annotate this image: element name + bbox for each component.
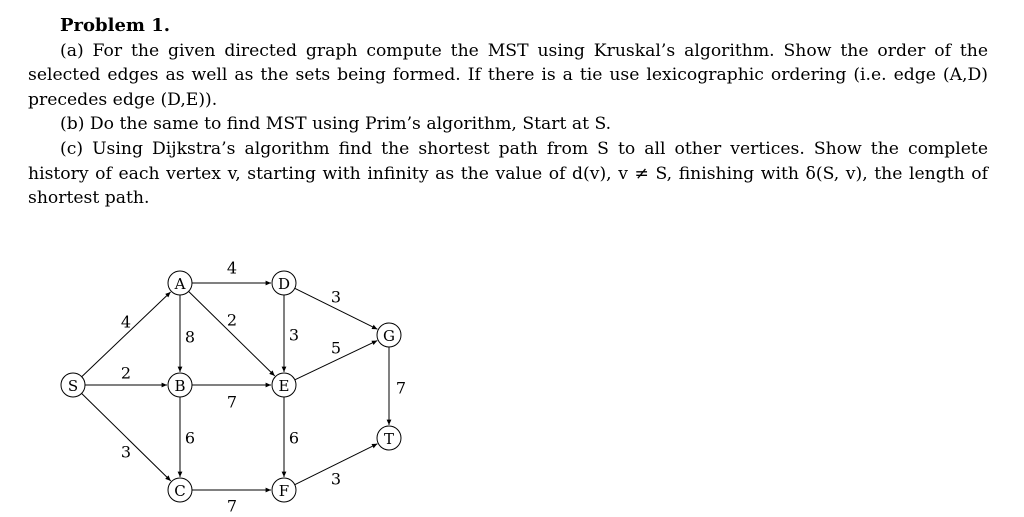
part-c-text: (c) Using Dijkstra’s algorithm find the shortest path from S to all other vertices. Show the complete history of each vertex v, starting with infinity as the value of d(v), v ≠ S, finishing with δ(S, v), the length of shortest path. <box>28 138 988 209</box>
graph-diagram <box>0 230 470 517</box>
node-label: F <box>278 482 290 500</box>
edge-weight-e-f: 6 <box>288 428 300 448</box>
edge-weight-s-c: 3 <box>120 442 132 462</box>
node-label: A <box>174 275 186 293</box>
node-label: D <box>277 275 291 293</box>
edge-weight-b-c: 6 <box>184 428 196 448</box>
edge-weight-s-a: 4 <box>120 312 132 332</box>
node-label: G <box>383 327 395 345</box>
edge-weight-a-e: 2 <box>226 310 238 330</box>
node-b <box>168 373 192 397</box>
edge-weight-b-e: 7 <box>226 392 238 412</box>
edge-weight-f-t: 3 <box>330 469 342 489</box>
edge-a-e <box>189 291 275 375</box>
nodes-layer <box>61 271 401 502</box>
edge-weight-c-f: 7 <box>226 496 238 516</box>
edge-weight-d-g: 3 <box>330 287 342 307</box>
edge-weight-a-d: 4 <box>226 258 238 278</box>
part-a-text: (a) For the given directed graph compute the MST using Kruskal’s algorithm. Show the order of the selected edges as well as the sets being formed. If there is a tie use lexicographic ordering (i.e. edge (A,D) precedes edge (D,E)). <box>28 40 988 110</box>
node-s <box>61 373 85 397</box>
node-d <box>272 271 296 295</box>
node-a <box>168 271 192 295</box>
node-label: E <box>278 377 290 395</box>
node-label: T <box>383 430 395 448</box>
node-g <box>377 323 401 347</box>
node-label: B <box>174 377 186 395</box>
edge-weight-a-b: 8 <box>184 327 196 347</box>
node-label: S <box>67 377 79 395</box>
problem-statement <box>28 14 988 211</box>
node-f <box>272 478 296 502</box>
part-b-text: (b) Do the same to find MST using Prim’s algorithm, Start at S. <box>60 114 612 135</box>
edge-weight-s-b: 2 <box>120 363 132 383</box>
edge-weight-g-t: 7 <box>395 378 407 398</box>
edge-s-c <box>82 393 171 480</box>
edge-labels-layer <box>121 259 406 516</box>
node-label: C <box>174 482 186 500</box>
edge-weight-e-g: 5 <box>330 338 342 358</box>
node-c <box>168 478 192 502</box>
problem-title: Problem 1. <box>60 15 171 36</box>
node-t <box>377 426 401 450</box>
edge-weight-d-e: 3 <box>288 325 300 345</box>
node-e <box>272 373 296 397</box>
